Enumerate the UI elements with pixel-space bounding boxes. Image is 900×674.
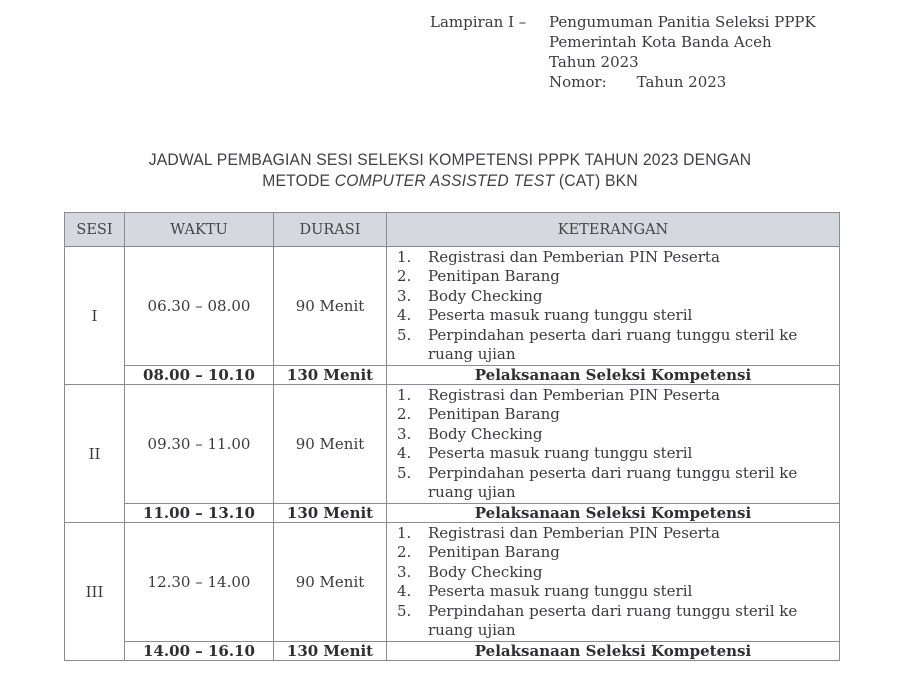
table-header-row: [65, 213, 840, 247]
title-italic: COMPUTER ASSISTED TEST: [334, 172, 555, 190]
table-row: [65, 523, 840, 642]
steps-list: [387, 248, 839, 365]
step-text: Penitipan Barang: [428, 267, 560, 285]
exam-keterangan-cell: Pelaksanaan Seleksi Kompetensi: [387, 366, 840, 385]
step-text: Registrasi dan Pemberian PIN Peserta: [428, 385, 720, 404]
step-text: Registrasi dan Pemberian PIN Peserta: [428, 247, 720, 266]
step-text: Penitipan Barang: [428, 405, 560, 423]
step-number: 3.: [397, 424, 412, 443]
column-header-durasi: DURASI: [274, 213, 387, 247]
keterangan-cell: [387, 523, 840, 642]
durasi-cell: 90 Menit: [274, 247, 387, 366]
step-number: 4.: [397, 306, 412, 324]
exam-durasi-cell: 130 Menit: [274, 366, 387, 385]
durasi-cell: 90 Menit: [274, 385, 387, 504]
step-item: [397, 563, 829, 583]
step-item: [397, 543, 829, 563]
step-text: Perpindahan peserta dari ruang tunggu steril ke ruang ujian: [428, 463, 798, 501]
nomor-label: Nomor:: [549, 73, 607, 91]
exam-keterangan-cell: Pelaksanaan Seleksi Kompetensi: [387, 642, 840, 661]
schedule-table: [64, 212, 840, 661]
durasi-cell: 90 Menit: [274, 523, 387, 642]
steps-list: [387, 386, 839, 503]
step-number: 3.: [397, 286, 412, 305]
sesi-cell: II: [65, 385, 125, 523]
table-row: [65, 385, 840, 504]
keterangan-cell: [387, 385, 840, 504]
step-text: Body Checking: [428, 562, 543, 581]
document-title: [23, 150, 878, 192]
exam-durasi-cell: 130 Menit: [274, 642, 387, 661]
steps-list: [387, 524, 839, 641]
step-number: 5.: [397, 325, 412, 344]
column-header-keterangan: KETERANGAN: [387, 213, 840, 247]
column-header-sesi: SESI: [65, 213, 125, 247]
waktu-cell: 12.30 – 14.00: [125, 523, 274, 642]
year-line: Tahun 2023: [549, 53, 639, 71]
step-number: 2.: [397, 543, 412, 561]
step-text: Registrasi dan Pemberian PIN Peserta: [428, 523, 720, 542]
step-item: [397, 405, 829, 425]
step-number: 4.: [397, 582, 412, 600]
nomor-line: [549, 72, 816, 92]
step-item: [397, 267, 829, 287]
exam-waktu-cell: 14.00 – 16.10: [125, 642, 274, 661]
step-text: Penitipan Barang: [428, 543, 560, 561]
step-number: 5.: [397, 463, 412, 482]
step-text: Perpindahan peserta dari ruang tunggu steril ke ruang ujian: [428, 601, 798, 639]
waktu-cell: 09.30 – 11.00: [125, 385, 274, 504]
sesi-cell: III: [65, 523, 125, 661]
exam-durasi-cell: 130 Menit: [274, 504, 387, 523]
lampiran-label: Lampiran I –: [430, 13, 527, 31]
step-item: [397, 386, 829, 406]
exam-waktu-cell: 11.00 – 13.10: [125, 504, 274, 523]
nomor-value: Tahun 2023: [636, 73, 727, 91]
step-item: [397, 425, 829, 445]
table-row: [65, 247, 840, 366]
sesi-cell: I: [65, 247, 125, 385]
exam-keterangan-cell: Pelaksanaan Seleksi Kompetensi: [387, 504, 840, 523]
step-item: [397, 602, 829, 641]
title-line-1: JADWAL PEMBAGIAN SESI SELEKSI KOMPETENSI PPPK TAHUN 2023 DENGAN: [148, 151, 752, 169]
keterangan-cell: [387, 247, 840, 366]
step-number: 3.: [397, 562, 412, 581]
step-text: Body Checking: [428, 286, 543, 305]
step-number: 2.: [397, 267, 412, 285]
table-row-exam: [65, 366, 840, 385]
announcement-line: Pengumuman Panitia Seleksi PPPK: [549, 13, 816, 31]
title-prefix: METODE: [262, 172, 335, 190]
title-suffix: (CAT) BKN: [554, 172, 638, 190]
step-number: 1.: [397, 385, 412, 404]
table-row-exam: [65, 642, 840, 661]
exam-waktu-cell: 08.00 – 10.10: [125, 366, 274, 385]
step-text: Peserta masuk ruang tunggu steril: [428, 582, 693, 600]
title-line-2: [23, 171, 878, 192]
table-row-exam: [65, 504, 840, 523]
step-number: 1.: [397, 523, 412, 542]
step-text: Peserta masuk ruang tunggu steril: [428, 306, 693, 324]
step-number: 1.: [397, 247, 412, 266]
step-item: [397, 248, 829, 268]
step-number: 5.: [397, 601, 412, 620]
step-item: [397, 444, 829, 464]
step-number: 4.: [397, 444, 412, 462]
step-number: 2.: [397, 405, 412, 423]
step-text: Body Checking: [428, 424, 543, 443]
attachment-details: [549, 12, 816, 92]
column-header-waktu: WAKTU: [125, 213, 274, 247]
waktu-cell: 06.30 – 08.00: [125, 247, 274, 366]
step-item: [397, 464, 829, 503]
step-item: [397, 306, 829, 326]
step-text: Peserta masuk ruang tunggu steril: [428, 444, 693, 462]
step-item: [397, 582, 829, 602]
step-item: [397, 524, 829, 544]
government-line: Pemerintah Kota Banda Aceh: [549, 33, 772, 51]
step-item: [397, 287, 829, 307]
step-text: Perpindahan peserta dari ruang tunggu steril ke ruang ujian: [428, 325, 798, 363]
step-item: [397, 326, 829, 365]
